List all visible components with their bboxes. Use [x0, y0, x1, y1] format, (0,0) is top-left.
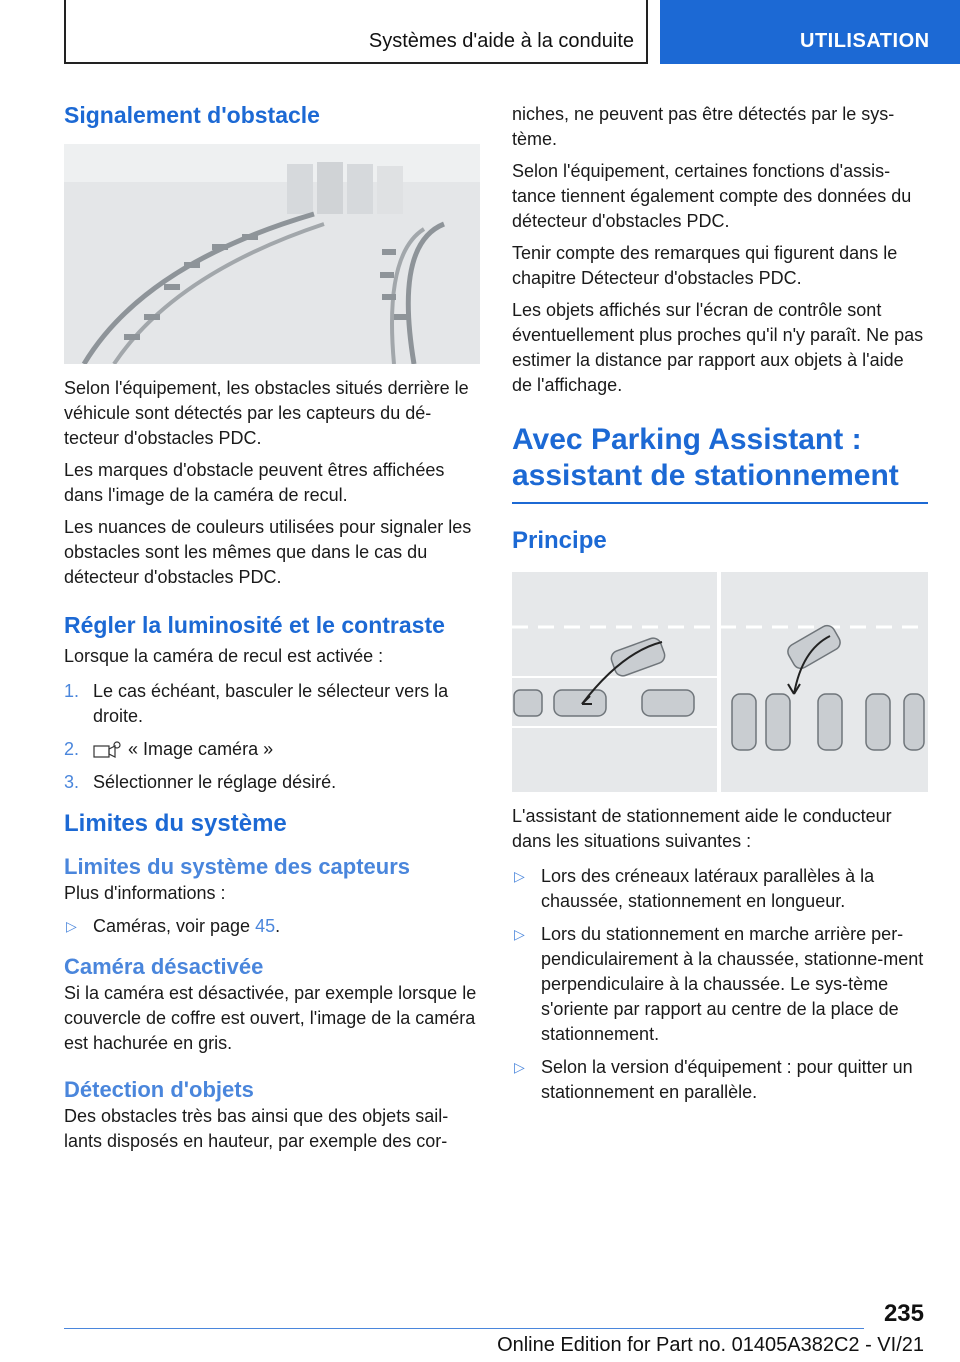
paragraph-signal-1: Selon l'équipement, les obstacles situés derrière le véhicule sont détectés par les capteurs du dé-tecteur d'obstacles PDC. — [64, 378, 469, 448]
heading-detection: Détection d'objets — [64, 1077, 254, 1102]
paragraph-signal-2: Les marques d'obstacle peuvent êtres affichées dans l'image de la caméra de recul. — [64, 460, 445, 505]
paragraph-objets-proches: Les objets affichés sur l'écran de contrôle sont éventuellement plus proches qu'il n'y paraît. Ne pas estimer la distance par rapport aux objets à l'aide de l'affichage. — [512, 300, 924, 395]
parking-illustration — [512, 572, 928, 792]
header-section-title: Systèmes d'aide à la conduite — [368, 30, 634, 52]
parking-graphic — [512, 572, 928, 792]
footer-divider — [64, 1328, 864, 1329]
paragraph-detection: Des obstacles très bas ainsi que des objets sail-lants disposés en hauteur, par exemple des cor- — [64, 1106, 449, 1151]
list-item — [512, 864, 928, 914]
page-link-45[interactable]: 45 — [255, 916, 276, 936]
paragraph-plus-info: Plus d'informations : — [64, 883, 226, 903]
left-column — [64, 100, 480, 1161]
list-item — [512, 922, 928, 1047]
cameras-ref-text: Caméras, voir page — [93, 916, 256, 936]
list-item — [64, 737, 480, 762]
heading-signalement: Signalement d'obstacle — [64, 102, 320, 128]
list-item — [64, 770, 480, 795]
cameras-ref-end: . — [275, 916, 281, 936]
heading-limites: Limites du système — [64, 810, 287, 837]
paragraph-luminosite: Lorsque la caméra de recul est activée : — [64, 646, 384, 666]
header-section-box — [64, 0, 648, 64]
situation-text: Selon la version d'équipement : pour quitter un stationnement en parallèle. — [541, 1057, 913, 1102]
steps-list — [64, 679, 480, 795]
camera-view-illustration — [64, 144, 480, 364]
header-tab-label: UTILISATION — [800, 30, 930, 52]
situations-list — [512, 864, 928, 1105]
page-number: 235 — [883, 1300, 924, 1327]
step-number: 2. — [64, 739, 80, 759]
edition-text: Online Edition for Part no. 01405A382C2 - VI/21 — [497, 1334, 924, 1356]
paragraph-remarques: Tenir compte des remarques qui figurent dans le chapitre Détecteur d'obstacles PDC. — [512, 243, 898, 288]
paragraph-camera-desactivee: Si la caméra est désactivée, par exemple lorsque le couvercle de coffre est ouvert, l'image de la caméra est hachurée en gris. — [64, 983, 477, 1053]
list-item — [64, 679, 480, 729]
list-item — [64, 914, 480, 939]
right-column — [512, 102, 928, 1113]
paragraph-signal-3: Les nuances de couleurs utilisées pour signaler les obstacles sont les mêmes que dans le cas du détecteur d'obstacles PDC. — [64, 517, 472, 587]
heading-camera-desactivee: Caméra désactivée — [64, 954, 264, 979]
heading-parking-assistant: Avec Parking Assistant : assistant de stationnement — [512, 422, 928, 504]
camera-settings-icon — [93, 739, 123, 761]
paragraph-intro-assistant: L'assistant de stationnement aide le conducteur dans les situations suivantes : — [512, 806, 892, 851]
step-text: Sélectionner le réglage désiré. — [93, 772, 337, 792]
bullet-triangle-icon: ▷ — [514, 868, 525, 884]
step-text: « Image caméra » — [128, 739, 274, 759]
heading-luminosite: Régler la luminosité et le contraste — [64, 612, 445, 638]
step-number: 3. — [64, 772, 80, 792]
paragraph-assist-functions: Selon l'équipement, certaines fonctions d'assis-tance tiennent également compte des données du détecteur d'obstacles PDC. — [512, 161, 912, 231]
list-item — [512, 1055, 928, 1105]
cameras-ref-list — [64, 914, 480, 939]
step-text: Le cas échéant, basculer le sélecteur vers la droite. — [93, 681, 449, 726]
heading-limites-capteurs: Limites du système des capteurs — [64, 854, 411, 879]
step-number: 1. — [64, 681, 80, 701]
bullet-triangle-icon: ▷ — [66, 918, 77, 934]
heading-principe: Principe — [512, 527, 607, 554]
bullet-triangle-icon: ▷ — [514, 1059, 525, 1075]
paragraph-detection-cont: niches, ne peuvent pas être détectés par le sys-tème. — [512, 104, 895, 149]
situation-text: Lors du stationnement en marche arrière per-pendiculairement à la chaussée, stationne-ment perpendiculaire à la chaussée. Le sys-tème s'oriente par rapport au centre de la place de stationnement. — [541, 924, 924, 1044]
camera-view-graphic — [64, 144, 480, 364]
situation-text: Lors des créneaux latéraux parallèles à la chaussée, stationnement en longueur. — [541, 866, 875, 911]
bullet-triangle-icon: ▷ — [514, 926, 525, 942]
header-tab[interactable] — [660, 0, 960, 64]
